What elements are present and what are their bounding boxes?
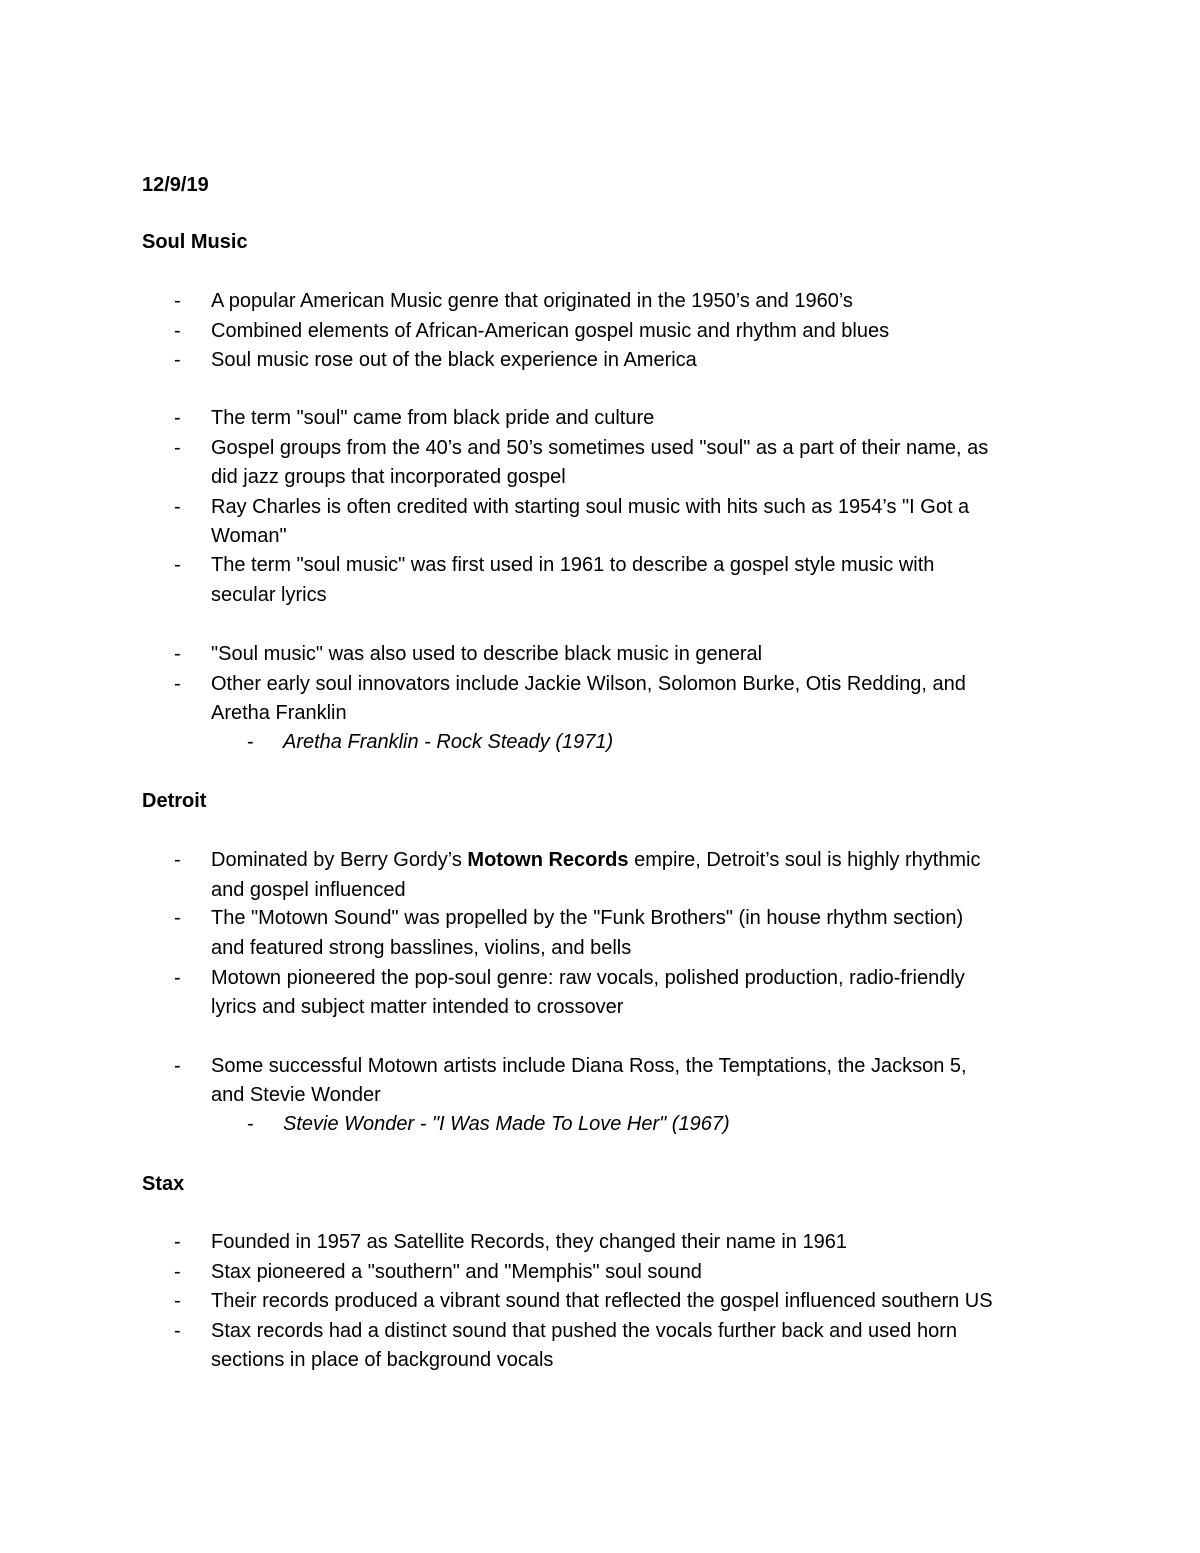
bullet-dash: - (174, 673, 181, 695)
list-item: The term "soul" came from black pride and culture (211, 407, 655, 429)
bullet-dash: - (174, 1261, 181, 1283)
list-item: Other early soul innovators include Jackie Wilson, Solomon Burke, Otis Redding, and (211, 673, 966, 695)
list-item: Their records produced a vibrant sound that reflected the gospel influenced southern US (211, 1290, 993, 1312)
list-item-continuation: sections in place of background vocals (211, 1349, 554, 1371)
section-heading-detroit: Detroit (142, 790, 207, 812)
bullet-dash: - (174, 554, 181, 576)
bullet-dash: - (174, 437, 181, 459)
bullet-dash: - (174, 907, 181, 929)
bullet-dash: - (174, 496, 181, 518)
list-item-continuation: lyrics and subject matter intended to crossover (211, 996, 624, 1018)
list-item-continuation: Aretha Franklin (211, 702, 347, 724)
list-item: Stax pioneered a "southern" and "Memphis" soul sound (211, 1261, 702, 1283)
list-item: Some successful Motown artists include Diana Ross, the Temptations, the Jackson 5, (211, 1055, 967, 1077)
document-date: 12/9/19 (142, 174, 209, 196)
list-item: The term "soul music" was first used in 1961 to describe a gospel style music with (211, 554, 935, 576)
bullet-dash: - (174, 967, 181, 989)
bullet-dash: - (174, 290, 181, 312)
list-item: Founded in 1957 as Satellite Records, they changed their name in 1961 (211, 1231, 847, 1253)
bullet-dash: - (174, 1231, 181, 1253)
list-item: The "Motown Sound" was propelled by the "Funk Brothers" (in house rhythm section) (211, 907, 964, 929)
bullet-dash: - (174, 1055, 181, 1077)
list-item-continuation: and gospel influenced (211, 879, 406, 901)
list-item-text: empire, Detroit’s soul is highly rhythmic (628, 849, 981, 871)
list-item: Gospel groups from the 40’s and 50’s sometimes used "soul" as a part of their name, as (211, 437, 989, 459)
list-item-continuation: secular lyrics (211, 584, 327, 606)
bullet-dash: - (174, 349, 181, 371)
bullet-dash: - (174, 643, 181, 665)
list-item-continuation: did jazz groups that incorporated gospel (211, 466, 566, 488)
bullet-dash: - (174, 407, 181, 429)
section-heading-stax: Stax (142, 1173, 185, 1195)
song-example: Aretha Franklin - Rock Steady (1971) (283, 731, 614, 753)
list-item: Motown pioneered the pop-soul genre: raw vocals, polished production, radio-friendly (211, 967, 965, 989)
bullet-dash: - (174, 1290, 181, 1312)
sub-bullet-dash: - (247, 1113, 254, 1135)
bullet-dash: - (174, 849, 181, 871)
list-item-text: Dominated by Berry Gordy’s (211, 849, 468, 871)
list-item: A popular American Music genre that originated in the 1950’s and 1960’s (211, 290, 853, 312)
list-item-continuation: Woman" (211, 525, 287, 547)
list-item: Stax records had a distinct sound that pushed the vocals further back and used horn (211, 1320, 958, 1342)
list-item-continuation: and Stevie Wonder (211, 1084, 381, 1106)
sub-bullet-dash: - (247, 731, 254, 753)
list-item-continuation: and featured strong basslines, violins, and bells (211, 937, 632, 959)
motown-records-bold: Motown Records (467, 849, 629, 871)
bullet-dash: - (174, 1320, 181, 1342)
list-item (211, 846, 981, 876)
song-example: Stevie Wonder - "I Was Made To Love Her" (1967) (283, 1113, 730, 1135)
list-item: Combined elements of African-American gospel music and rhythm and blues (211, 320, 890, 342)
list-item: "Soul music" was also used to describe black music in general (211, 643, 763, 665)
section-heading-soul-music: Soul Music (142, 231, 248, 253)
list-item: Ray Charles is often credited with starting soul music with hits such as 1954’s "I Got a (211, 496, 970, 518)
list-item: Soul music rose out of the black experience in America (211, 349, 697, 371)
bullet-dash: - (174, 320, 181, 342)
